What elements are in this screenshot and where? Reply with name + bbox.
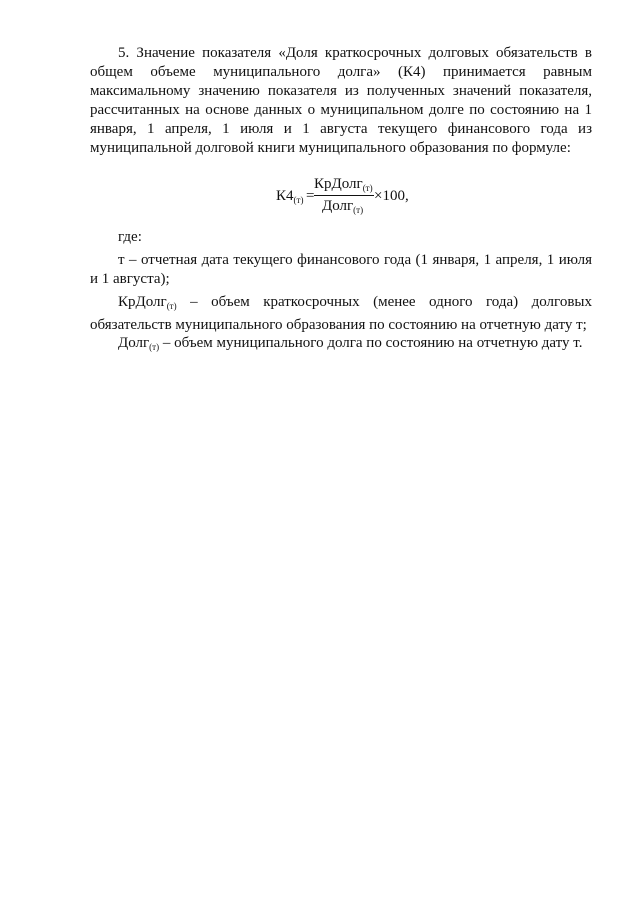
definition-krdolg: [90, 293, 592, 335]
formula-equals: =: [306, 188, 315, 204]
formula-lhs-symbol: К4: [276, 188, 294, 204]
formula-numerator-symbol: КрДолг: [314, 176, 363, 192]
paragraph-5: [90, 44, 592, 158]
where-label: где:: [118, 229, 142, 245]
definition-dolg-text: – объем муниципального долга по состоянию на отчетную дату т.: [159, 335, 583, 351]
formula-k4: [276, 176, 436, 220]
formula-multiplier: ×100,: [374, 188, 409, 204]
definition-krdolg-text: – объем краткосрочных (менее одного года) долговых обязательств муниципального образования по состоянию на отчетную дату т;: [90, 294, 592, 333]
formula-lhs-subscript: (т): [293, 195, 304, 205]
definition-t: [90, 251, 592, 289]
formula-numerator-subscript: (т): [362, 183, 373, 193]
formula-lhs: [276, 188, 303, 205]
formula-denominator-subscript: (т): [353, 205, 364, 215]
definition-dolg-subscript: (т): [149, 342, 160, 352]
formula-denominator: [322, 198, 363, 215]
definition-dolg: [90, 334, 592, 357]
definition-krdolg-subscript: (т): [166, 301, 177, 311]
formula-numerator: [314, 176, 373, 193]
definition-t-text: т – отчетная дата текущего финансового года (1 января, 1 апреля, 1 июля и 1 августа);: [90, 252, 592, 287]
fraction-line: [314, 195, 374, 196]
formula-denominator-symbol: Долг: [322, 198, 354, 214]
paragraph-5-text: 5. Значение показателя «Доля краткосрочных долговых обязательств в общем объеме муниципального долга» (К4) принимается равным максимальному значению показателя из полученных значений показателя, рассчитанных на основе данных о муниципальном долге по состоянию на 1 января, 1 апреля, 1 июля и 1 августа текущего финансового года из муниципальной долговой книги муниципального образования по формуле:: [90, 45, 592, 156]
definition-krdolg-term: КрДолг: [118, 294, 167, 310]
definition-dolg-term: Долг: [118, 335, 150, 351]
